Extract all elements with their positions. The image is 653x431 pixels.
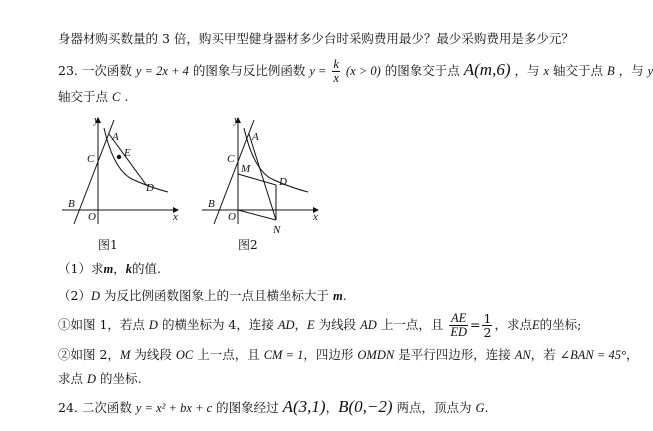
previous-question-tail	[58, 30, 574, 48]
figure-1	[62, 112, 192, 252]
q23-condition: (x > 0)	[345, 64, 381, 78]
p4-text-7: ，	[625, 347, 639, 362]
fig1-label-e: E	[124, 147, 131, 159]
p2-m: m	[332, 289, 343, 303]
fig2-label-b: B	[208, 198, 215, 210]
p2-d: D	[90, 289, 100, 303]
fig2-segment-md	[238, 174, 276, 185]
p3-text-3: ，	[294, 317, 308, 332]
q24-point-a: A(3,1)	[282, 397, 326, 416]
fig1-point-e	[117, 155, 121, 159]
p4-text-6: ，若	[530, 347, 556, 362]
q23-period: .	[124, 89, 129, 104]
p3-one-half	[482, 312, 492, 339]
q23-text-7: 轴交于点	[58, 89, 109, 104]
fig1-label-y: y	[94, 114, 99, 126]
p4-text-2: 为线段	[134, 347, 172, 362]
p3-d: D	[148, 318, 158, 332]
p4-m: M	[119, 348, 131, 362]
fig2-label-y: y	[234, 114, 239, 126]
p1-text: （1）求	[58, 261, 104, 276]
p3-ad-2: AD	[360, 318, 377, 332]
p3-equals: =	[470, 317, 481, 332]
fig1-line	[74, 120, 114, 224]
p5-text-2: 的坐标.	[100, 371, 142, 386]
q23-k-over-x	[332, 58, 340, 85]
p3-half-den: 2	[483, 325, 492, 340]
p3-text-4: 为线段	[318, 317, 357, 332]
q23-text-3: 的图象交于点	[384, 63, 460, 78]
p1-end: 的值.	[131, 261, 161, 276]
q24-line	[58, 398, 489, 417]
q23-part2-2-cont	[58, 370, 142, 388]
q23-y-axis-var: y	[647, 64, 653, 78]
q23-linear-function: y = 2x + 4	[135, 64, 189, 78]
fig2-label-n: N	[273, 224, 281, 236]
q24-quadratic: y = x² + bx + c	[135, 401, 213, 415]
q23-point-c: C	[112, 90, 121, 104]
p4-omdn: OMDN	[357, 348, 395, 362]
q23-y-equals: y =	[309, 64, 327, 78]
p4-oc: OC	[175, 348, 194, 362]
q23-part2-1	[58, 312, 581, 339]
p2-text-2: 为反比例函数图象上的一点且横坐标大于	[103, 288, 329, 303]
q23-text-4: ，与	[514, 63, 540, 78]
p3-ratio-ae-ed	[449, 312, 468, 339]
fig2-label-d: D	[279, 176, 287, 188]
q23-x: x	[333, 71, 339, 85]
fig1-label-a: A	[112, 131, 119, 143]
fig1-label-d: D	[146, 182, 154, 194]
q23-line1	[58, 58, 653, 85]
p4-angle: ∠BAN = 45°	[559, 348, 626, 362]
p4-text-3: 上一点，且	[197, 347, 260, 362]
q24-number: 24.	[58, 400, 78, 415]
q23-text-2: 的图象与反比例函数	[192, 63, 306, 78]
p3-ed: ED	[450, 325, 467, 339]
fig1-label-b: B	[68, 198, 75, 210]
p3-ae: AE	[451, 311, 467, 325]
q24-text-1: 二次函数	[81, 400, 132, 415]
previous-question-text: 身器材购买数量的 3 倍，购买甲型健身器材多少台时采购费用最少？最少采购费用是多少元？	[58, 31, 574, 46]
fig2-label-c: C	[227, 153, 235, 165]
p3-text-1: ①如图 1，若点	[58, 317, 145, 332]
q23-text-5: 轴交于点	[553, 63, 604, 78]
p1-m: m	[103, 262, 114, 276]
p4-text-1: ②如图 2，	[58, 347, 120, 362]
q23-text-1: 一次函数	[81, 63, 132, 78]
q24-text-2: 的图象经过	[216, 400, 279, 415]
q23-number: 23.	[58, 63, 78, 78]
p2-end: .	[342, 288, 347, 303]
fig2-label-o: O	[228, 211, 236, 223]
q24-text-3: ，	[325, 400, 339, 415]
p3-text-5: 上一点，且	[380, 317, 444, 332]
p5-d: D	[87, 372, 97, 386]
p4-text-4: ，四边形	[303, 347, 354, 362]
p5-text-1: 求点	[58, 371, 84, 386]
q23-text-6: ，与	[618, 63, 644, 78]
fig1-caption: 图1	[98, 238, 118, 252]
p3-text-6: ，求点	[494, 317, 532, 332]
fig2-label-x: x	[313, 211, 318, 223]
q23-part2-2	[58, 346, 638, 364]
q24-point-g: G	[475, 401, 485, 415]
fig1-label-x: x	[173, 211, 178, 223]
p1-k: k	[125, 262, 132, 276]
p4-cm: CM = 1	[263, 348, 304, 362]
q23-point-a: A(m,6)	[463, 60, 511, 79]
fig2-segment-on	[238, 210, 276, 220]
q24-text-4: 两点，顶点为	[396, 400, 472, 415]
fig2-label-m: M	[241, 163, 251, 175]
q23-line2	[58, 88, 128, 106]
fig2-caption: 图2	[238, 238, 258, 252]
fig2-label-a: A	[252, 131, 259, 143]
fig2-segment-an	[249, 134, 276, 220]
q24-point-b: B(0,−2)	[338, 397, 393, 416]
p4-text-5: 是平行四边形，连接	[398, 347, 511, 362]
p3-half-num: 1	[483, 311, 492, 326]
q23-point-b: B	[607, 64, 615, 78]
p3-text-7: 的坐标;	[539, 317, 582, 332]
p3-text-2: 的横坐标为 4，连接	[161, 317, 274, 332]
p3-e: E	[307, 318, 315, 332]
p3-e-2: E	[531, 318, 540, 332]
q23-x-axis-var: x	[543, 64, 550, 78]
p4-an: AN	[514, 348, 531, 362]
fig1-label-c: C	[87, 153, 95, 165]
q23-part2	[58, 287, 347, 305]
q24-end: .	[484, 400, 489, 415]
p3-ad: AD	[277, 318, 295, 332]
figure-2	[202, 112, 332, 252]
p2-text-1: （2）	[58, 288, 91, 303]
p1-comma: ，	[113, 261, 126, 276]
q23-part1	[58, 260, 161, 278]
q23-k: k	[333, 57, 339, 71]
fig1-label-o: O	[88, 211, 96, 223]
